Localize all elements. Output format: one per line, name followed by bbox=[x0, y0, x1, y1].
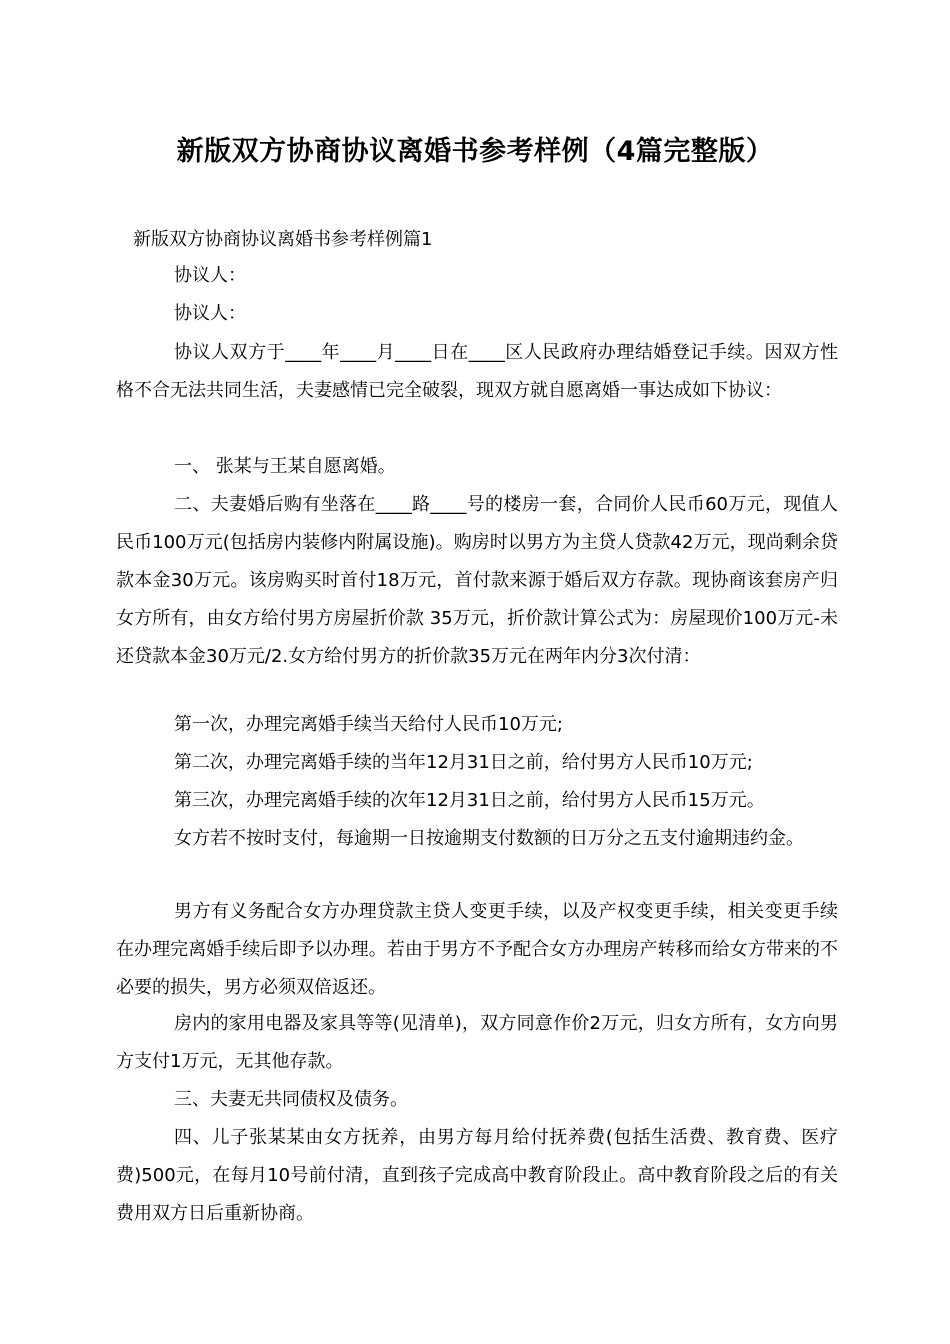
paragraph-furniture: 房内的家用电器及家具等等(见清单)，双方同意作价2万元，归女方所有，女方向男方支付1万元，无其他存款。 bbox=[116, 1013, 838, 1072]
party-line-2: 协议人： bbox=[174, 303, 246, 324]
document-title: 新版双方协商协议离婚书参考样例（4篇完整版） bbox=[176, 136, 774, 167]
clause-1: 一、 张某与王某自愿离婚。 bbox=[174, 456, 396, 477]
late-penalty: 女方若不按时支付，每逾期一日按逾期支付数额的日万分之五支付逾期违约金。 bbox=[174, 828, 804, 849]
clause-4-custody: 四、儿子张某某由女方抚养，由男方每月给付抚养费(包括生活费、教育费、医疗费)500元，在每月10号前付清，直到孩子完成高中教育阶段止。高中教育阶段之后的有关费用双方日后重新协商。 bbox=[116, 1127, 838, 1224]
paragraph-transfer: 男方有义务配合女方办理贷款主贷人变更手续，以及产权变更手续，相关变更手续在办理完离婚手续后即予以办理。若由于男方不予配合女方办理房产转移而给女方带来的不必要的损失，男方必须双倍返还。 bbox=[116, 901, 838, 998]
payment-second: 第二次，办理完离婚手续的当年12月31日之前，给付男方人民币10万元; bbox=[174, 752, 753, 773]
clause-2-property: 二、夫妻婚后购有坐落在____路____号的楼房一套，合同价人民币60万元，现值人民币100万元(包括房内装修内附属设施)。购房时以男方为主贷人贷款42万元，现尚剩余贷款本金30万元。该房购买时首付18万元，首付款来源于婚后双方存款。现协商该套房产归女方所有，由女方给付男方房屋折价款 35万元，折价款计算公式为：房屋现价100万元-未还贷款本金30万元/2.女方给付男方的折价款35万元在两年内分3次付清： bbox=[116, 494, 838, 667]
section-heading: 新版双方协商协议离婚书参考样例篇1 bbox=[133, 229, 433, 250]
party-line-1: 协议人： bbox=[174, 265, 246, 286]
payment-third: 第三次，办理完离婚手续的次年12月31日之前，给付男方人民币15万元。 bbox=[174, 790, 765, 811]
paragraph-intro: 协议人双方于____年____月____日在____区人民政府办理结婚登记手续。因双方性格不合无法共同生活，夫妻感情已完全破裂，现双方就自愿离婚一事达成如下协议： bbox=[116, 342, 838, 401]
payment-first: 第一次，办理完离婚手续当天给付人民币10万元; bbox=[174, 714, 563, 735]
clause-3-debts: 三、夫妻无共同债权及债务。 bbox=[174, 1089, 408, 1110]
